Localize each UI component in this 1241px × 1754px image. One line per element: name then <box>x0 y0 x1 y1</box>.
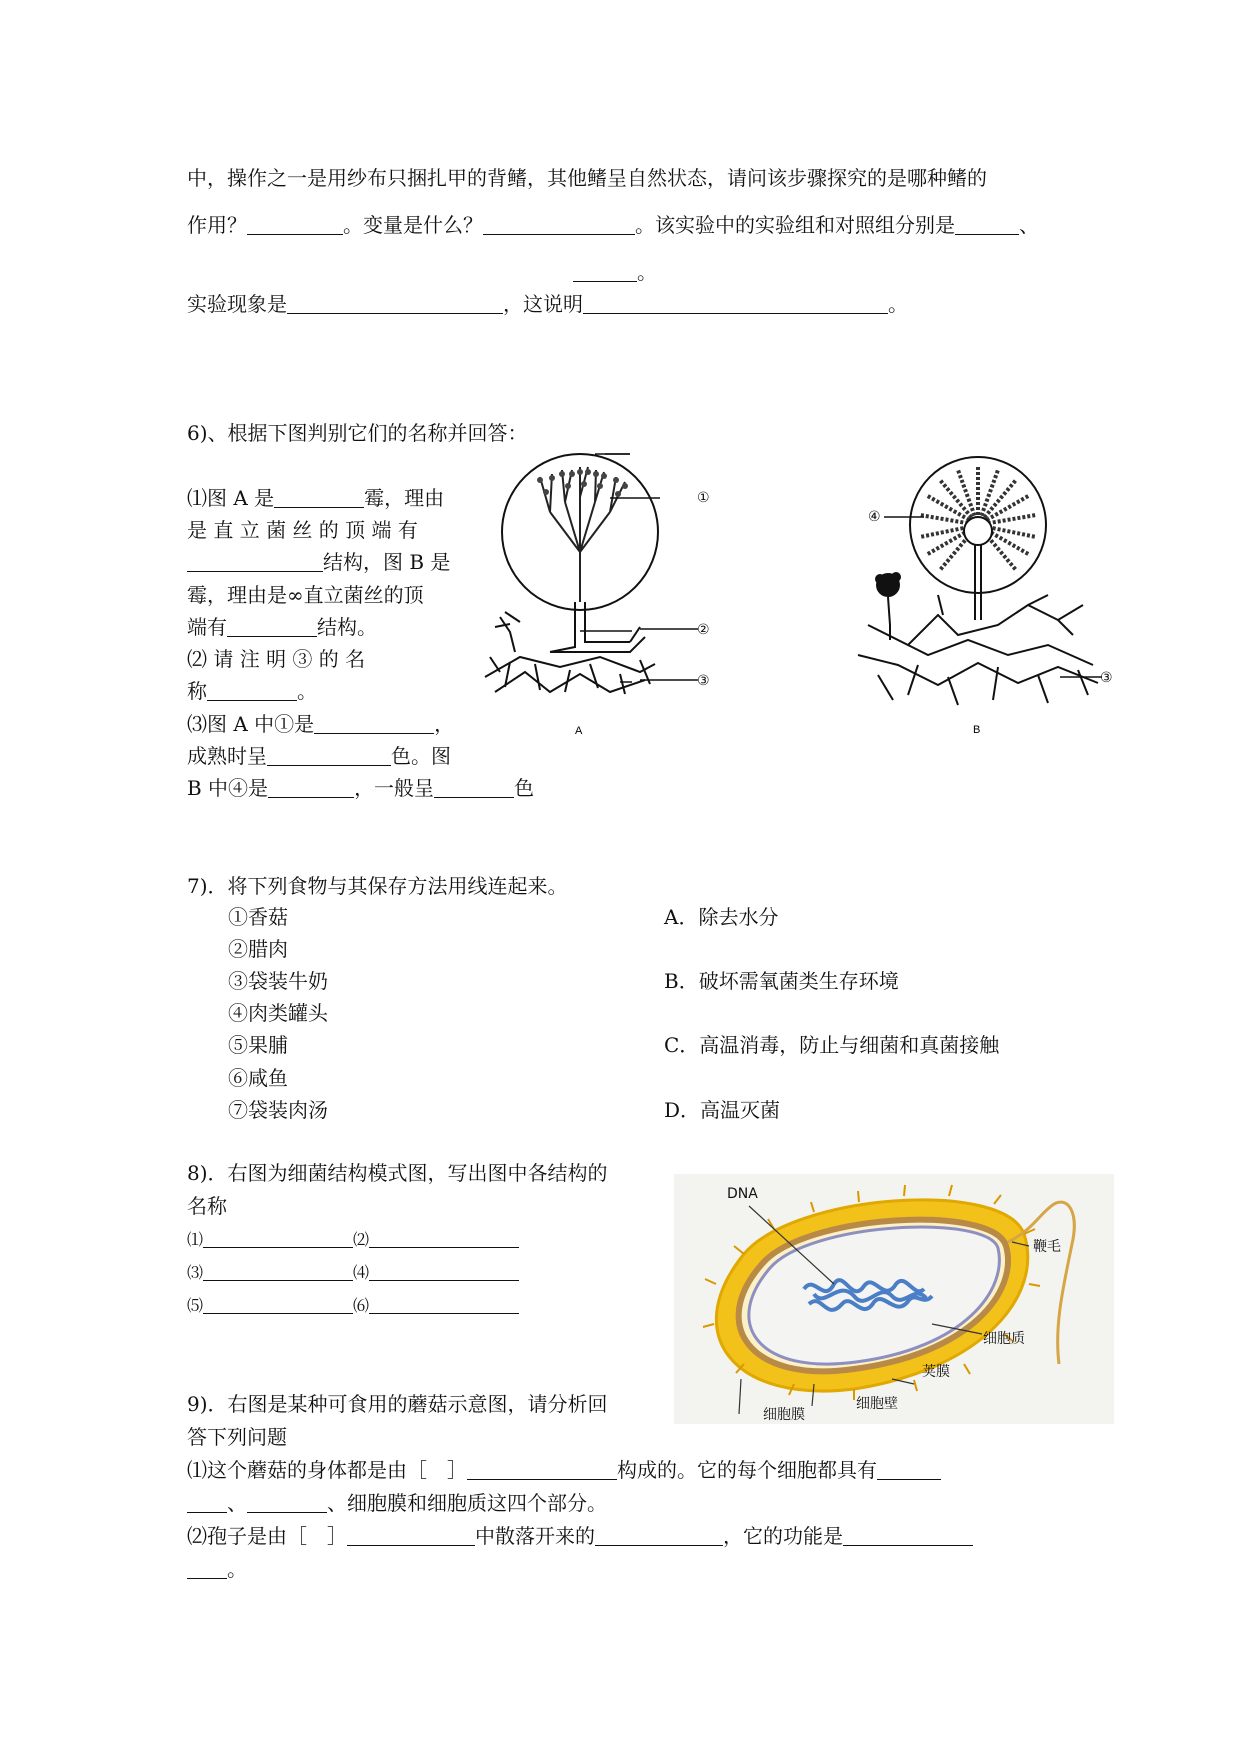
capsule-label: 荚膜 <box>922 1364 950 1380</box>
q9-line3: ⑵孢子是由［ ］ 中散落开来的 ，它的功能是 <box>187 1526 973 1546</box>
q5-line1: 中，操作之一是用纱布只捆扎甲的背鳍，其他鳍呈自然状态，请问该步骤探究的是哪种鳍的 <box>187 166 987 190</box>
q6-text: B 中④是 ，一般呈 色 <box>187 776 535 800</box>
q9-line1: ⑴这个蘑菇的身体都是由［ ］ 构成的。它的每个细胞都具有 <box>187 1460 941 1480</box>
q9-title: 9)．右图是某种可食用的蘑菇示意图，请分析回 <box>187 1392 608 1416</box>
q6-text: 是 直 立 菌 丝 的 顶 端 有 <box>187 518 418 542</box>
label-line <box>610 488 660 508</box>
food-item[interactable]: ②腊肉 <box>228 937 288 961</box>
food-item[interactable]: ⑤果脯 <box>228 1033 288 1057</box>
q8-answers: ⑸ ⑹ <box>187 1295 519 1314</box>
label-line <box>640 622 698 636</box>
answer-blank[interactable] <box>877 1461 941 1480</box>
answer-blank[interactable] <box>203 1295 353 1314</box>
answer-blank[interactable] <box>187 553 323 572</box>
q6-text: ⑶图 A 中①是 ， <box>187 712 455 736</box>
label-line <box>1060 670 1102 684</box>
answer-blank[interactable] <box>369 1229 519 1248</box>
food-item[interactable]: ③袋装牛奶 <box>228 969 328 993</box>
q6-text: 结构，图 B 是 <box>187 552 450 572</box>
food-item[interactable]: ⑦袋装肉汤 <box>228 1098 328 1122</box>
answer-blank[interactable] <box>247 216 343 235</box>
q6-text: ⑴图 A 是 霉，理由 <box>187 486 445 510</box>
rhizopus-figure <box>848 455 1108 735</box>
answer-blank[interactable] <box>187 1494 227 1513</box>
q8-title: 名称 <box>187 1194 227 1218</box>
method-item[interactable]: A．除去水分 <box>664 905 779 929</box>
answer-blank[interactable] <box>187 1560 227 1579</box>
answer-blank[interactable] <box>434 779 514 798</box>
figure-a-label: A <box>575 725 583 737</box>
q9-line2: 、 、细胞膜和细胞质这四个部分。 <box>187 1493 607 1513</box>
q6-text: 端有 结构。 <box>187 615 377 639</box>
food-item[interactable]: ④肉类罐头 <box>228 1001 328 1025</box>
label-4: ④ <box>868 509 881 525</box>
cell-membrane-label: 细胞膜 <box>763 1407 805 1423</box>
bacterium-figure <box>674 1174 1114 1424</box>
label-2: ② <box>697 622 710 638</box>
label-line <box>884 510 924 524</box>
food-item[interactable]: ⑥咸鱼 <box>228 1066 288 1090</box>
answer-blank[interactable] <box>314 715 434 734</box>
q8-title: 8)．右图为细菌结构模式图，写出图中各结构的 <box>187 1161 608 1185</box>
answer-blank[interactable] <box>583 295 888 314</box>
q6-text: 霉，理由是∞直立菌丝的顶 <box>187 583 424 607</box>
answer-blank[interactable] <box>287 295 503 314</box>
q5-line3: 。 <box>573 262 657 282</box>
q5-line4: 实验现象是 ，这说明 。 <box>187 292 908 316</box>
answer-blank[interactable] <box>203 1229 353 1248</box>
label-3b: ③ <box>1100 670 1113 686</box>
cytoplasm-label: 细胞质 <box>983 1331 1025 1347</box>
answer-blank[interactable] <box>573 263 637 282</box>
answer-blank[interactable] <box>268 779 354 798</box>
answer-blank[interactable] <box>369 1295 519 1314</box>
answer-blank[interactable] <box>347 1527 475 1546</box>
answer-blank[interactable] <box>843 1527 973 1546</box>
method-item[interactable]: C．高温消毒，防止与细菌和真菌接触 <box>664 1033 1000 1057</box>
answer-blank[interactable] <box>467 1461 617 1480</box>
figure-b-label: B <box>973 724 981 735</box>
answer-blank[interactable] <box>203 1262 353 1281</box>
answer-blank[interactable] <box>274 489 364 508</box>
answer-blank[interactable] <box>955 216 1019 235</box>
q6-text: ⑵ 请 注 明 ③ 的 名 <box>187 647 366 671</box>
answer-blank[interactable] <box>207 682 297 701</box>
answer-blank[interactable] <box>267 747 391 766</box>
q6-text: 称 。 <box>187 679 317 703</box>
q6-text: 成熟时呈 色。图 <box>187 744 451 768</box>
q7-title: 7)．将下列食物与其保存方法用线连起来。 <box>187 874 568 898</box>
label-line <box>640 673 698 687</box>
q6-title: 6)、根据下图判别它们的名称并回答： <box>187 421 528 445</box>
penicillium-figure <box>480 452 725 737</box>
dna-label: DNA <box>727 1186 758 1202</box>
answer-blank[interactable] <box>483 216 635 235</box>
q5-line2: 作用？ 。变量是什么？ 。该实验中的实验组和对照组分别是 、 <box>187 213 1039 237</box>
label-1: ① <box>697 490 710 506</box>
answer-blank[interactable] <box>227 618 317 637</box>
method-item[interactable]: B．破坏需氧菌类生存环境 <box>664 969 899 993</box>
answer-blank[interactable] <box>595 1527 723 1546</box>
q9-title: 答下列问题 <box>187 1425 287 1449</box>
method-item[interactable]: D．高温灭菌 <box>664 1098 781 1122</box>
cell-wall-label: 细胞壁 <box>856 1396 898 1412</box>
q8-answers: ⑴ ⑵ <box>187 1229 519 1248</box>
q8-answers: ⑶ ⑷ <box>187 1262 519 1281</box>
answer-blank[interactable] <box>369 1262 519 1281</box>
flagellum-label: 鞭毛 <box>1033 1239 1061 1255</box>
food-item[interactable]: ①香菇 <box>228 905 288 929</box>
answer-blank[interactable] <box>247 1494 327 1513</box>
q9-line4: 。 <box>187 1559 247 1579</box>
label-3: ③ <box>697 673 710 689</box>
